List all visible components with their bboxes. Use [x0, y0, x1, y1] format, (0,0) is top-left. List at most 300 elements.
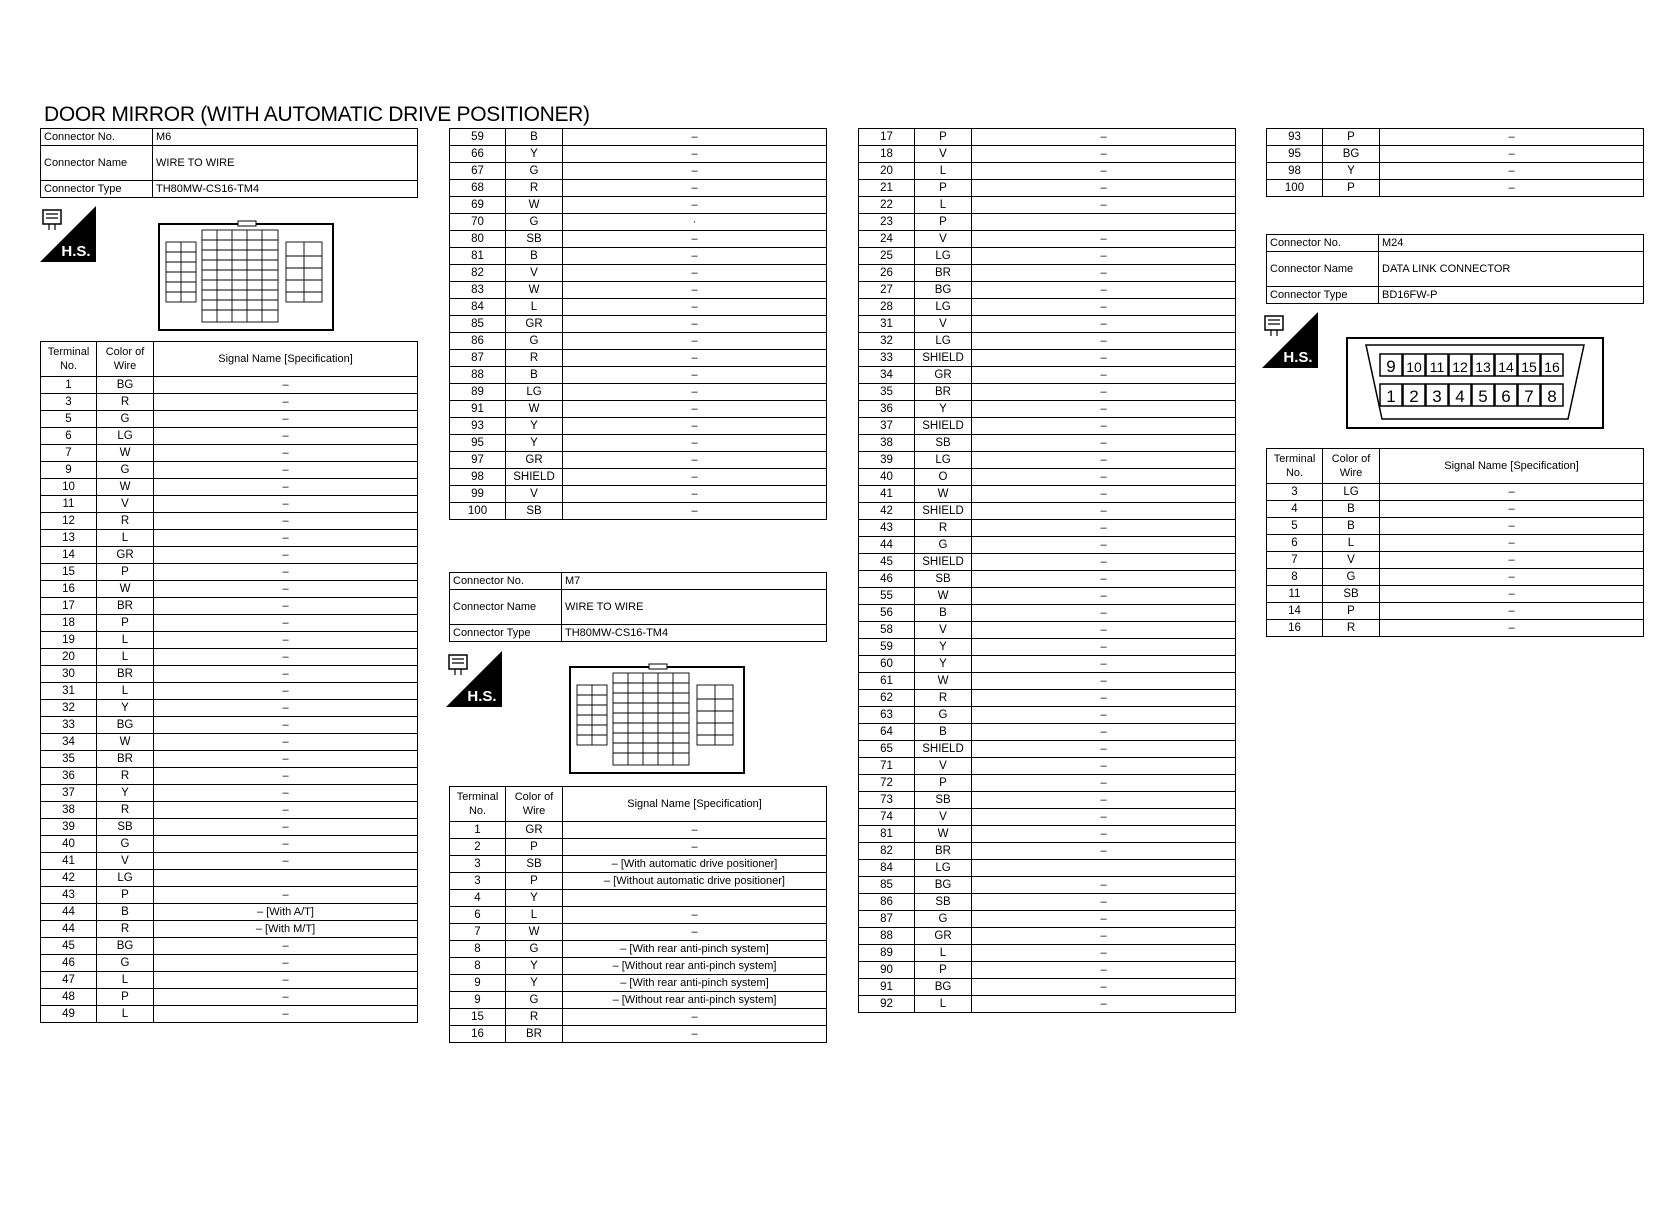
signal-name-cell: –	[1380, 163, 1644, 180]
wire-color-cell: SB	[915, 571, 972, 588]
table-row	[859, 180, 1236, 197]
wire-color-cell: SB	[915, 435, 972, 452]
wire-color-cell: G	[506, 214, 563, 231]
signal-name-cell: –	[972, 758, 1236, 775]
table-row	[859, 520, 1236, 537]
terminal-no-cell: 16	[1267, 620, 1323, 637]
terminal-no-cell: 37	[859, 418, 915, 435]
table-row	[450, 248, 827, 265]
signal-name-cell: –	[972, 129, 1236, 146]
terminal-no-cell: 46	[859, 571, 915, 588]
wire-color-cell: R	[97, 768, 154, 785]
terminal-no-cell: 17	[859, 129, 915, 146]
table-row	[859, 316, 1236, 333]
table-row	[859, 452, 1236, 469]
terminal-no-cell: 9	[450, 992, 506, 1009]
signal-name-cell: –	[1380, 586, 1644, 603]
signal-name-cell: –	[563, 1026, 827, 1043]
terminal-no-cell: 16	[450, 1026, 506, 1043]
signal-name-cell: –	[1380, 518, 1644, 535]
signal-name-cell: –	[154, 666, 418, 683]
table-row	[1267, 586, 1644, 603]
terminal-no-cell: 34	[859, 367, 915, 384]
signal-name-cell: –	[972, 146, 1236, 163]
table-row	[450, 418, 827, 435]
table-row	[41, 904, 418, 921]
table-row	[450, 992, 827, 1009]
terminal-no-cell: 30	[41, 666, 97, 683]
table-row	[41, 377, 418, 394]
m6-terminal-table-continued	[449, 128, 827, 520]
signal-name-cell: –	[563, 924, 827, 941]
signal-name-cell: –	[1380, 552, 1644, 569]
table-row	[41, 802, 418, 819]
signal-name-cell: –	[154, 377, 418, 394]
wire-color-cell: L	[97, 649, 154, 666]
wire-color-cell: G	[915, 911, 972, 928]
wire-color-cell: GR	[97, 547, 154, 564]
table-row	[859, 826, 1236, 843]
signal-name-cell: –	[972, 401, 1236, 418]
signal-name-header: Signal Name [Specification]	[154, 342, 418, 377]
terminal-no-cell: 87	[450, 350, 506, 367]
table-row	[859, 877, 1236, 894]
terminal-no-cell: 41	[41, 853, 97, 870]
m7-terminal-table	[449, 786, 827, 1043]
terminal-no-cell: 7	[1267, 552, 1323, 569]
table-row	[41, 411, 418, 428]
table-row	[41, 479, 418, 496]
table-row	[1267, 518, 1644, 535]
connector-no-value: M6	[153, 129, 418, 146]
wire-color-cell: G	[97, 411, 154, 428]
table-row	[859, 894, 1236, 911]
table-row	[41, 683, 418, 700]
signal-name-cell: – [With rear anti-pinch system]	[563, 975, 827, 992]
signal-name-cell: –	[972, 707, 1236, 724]
table-row	[859, 707, 1236, 724]
table-row	[859, 588, 1236, 605]
table-row	[41, 717, 418, 734]
terminal-no-cell: 18	[41, 615, 97, 632]
terminal-no-cell: 34	[41, 734, 97, 751]
table-row	[450, 316, 827, 333]
terminal-no-header: Terminal No.	[450, 787, 506, 822]
signal-name-cell: –	[972, 979, 1236, 996]
terminal-no-cell: 95	[450, 435, 506, 452]
table-row	[450, 452, 827, 469]
terminal-no-cell: 37	[41, 785, 97, 802]
terminal-no-cell: 7	[450, 924, 506, 941]
table-row	[859, 435, 1236, 452]
terminal-no-cell: 22	[859, 197, 915, 214]
signal-name-cell	[972, 860, 1236, 877]
terminal-no-cell: 36	[859, 401, 915, 418]
terminal-no-cell: 3	[450, 856, 506, 873]
wire-color-cell: P	[915, 180, 972, 197]
signal-name-header: Signal Name [Specification]	[563, 787, 827, 822]
wire-color-cell: BR	[915, 265, 972, 282]
table-row	[859, 843, 1236, 860]
wire-color-cell: R	[97, 513, 154, 530]
terminal-no-cell: 7	[41, 445, 97, 462]
hs-label: H.S.	[467, 688, 497, 705]
table-row	[859, 962, 1236, 979]
table-row	[859, 741, 1236, 758]
wire-color-cell: LG	[915, 860, 972, 877]
wire-color-cell: V	[506, 486, 563, 503]
table-row	[859, 639, 1236, 656]
table-row	[450, 503, 827, 520]
terminal-no-cell: 88	[450, 367, 506, 384]
terminal-no-cell: 70	[450, 214, 506, 231]
table-row	[450, 367, 827, 384]
table-row	[41, 836, 418, 853]
connector-pin-label: 12	[1452, 359, 1468, 375]
signal-name-cell: –	[154, 751, 418, 768]
table-row	[859, 367, 1236, 384]
terminal-no-cell: 61	[859, 673, 915, 690]
signal-name-cell: –	[972, 520, 1236, 537]
wire-color-cell: SHIELD	[506, 469, 563, 486]
connector-pin-label: 14	[1498, 359, 1514, 375]
terminal-no-cell: 28	[859, 299, 915, 316]
table-row	[450, 384, 827, 401]
wire-color-cell: P	[97, 615, 154, 632]
signal-name-cell: –	[563, 822, 827, 839]
terminal-no-cell: 19	[41, 632, 97, 649]
terminal-no-cell: 63	[859, 707, 915, 724]
terminal-no-cell: 84	[450, 299, 506, 316]
table-row	[1267, 501, 1644, 518]
table-row	[1267, 569, 1644, 586]
signal-name-cell: –	[972, 180, 1236, 197]
connector-pin-label: 6	[1501, 387, 1511, 406]
signal-name-cell: –	[1380, 501, 1644, 518]
terminal-no-cell: 35	[41, 751, 97, 768]
signal-name-cell: –	[154, 411, 418, 428]
terminal-no-cell: 43	[41, 887, 97, 904]
terminal-no-cell: 5	[41, 411, 97, 428]
wire-color-cell: LG	[915, 299, 972, 316]
terminal-no-cell: 35	[859, 384, 915, 401]
wire-color-cell: L	[915, 996, 972, 1013]
signal-name-cell: –	[972, 928, 1236, 945]
signal-name-cell: –	[972, 724, 1236, 741]
terminal-no-cell: 99	[450, 486, 506, 503]
wire-color-cell: L	[915, 197, 972, 214]
signal-name-cell: –	[1380, 603, 1644, 620]
terminal-no-cell: 9	[41, 462, 97, 479]
signal-name-cell: –	[972, 741, 1236, 758]
table-row	[859, 197, 1236, 214]
wire-color-cell: W	[97, 581, 154, 598]
terminal-no-cell: 62	[859, 690, 915, 707]
signal-name-cell: –	[972, 265, 1236, 282]
wire-color-cell: R	[506, 180, 563, 197]
terminal-no-cell: 15	[41, 564, 97, 581]
table-row	[859, 554, 1236, 571]
wire-color-cell: P	[915, 775, 972, 792]
wire-color-cell: Y	[506, 975, 563, 992]
color-of-wire-header: Color of Wire	[506, 787, 563, 822]
connector-pin-label: 2	[1409, 387, 1419, 406]
wire-color-cell: P	[506, 873, 563, 890]
signal-name-cell: –	[563, 299, 827, 316]
terminal-no-cell: 4	[1267, 501, 1323, 518]
harness-side-icon	[446, 651, 502, 707]
terminal-no-cell: 41	[859, 486, 915, 503]
connector-pin-label: 5	[1478, 387, 1488, 406]
terminal-no-cell: 26	[859, 265, 915, 282]
table-row	[450, 873, 827, 890]
wire-color-cell: SHIELD	[915, 418, 972, 435]
signal-name-cell: –	[563, 486, 827, 503]
terminal-no-cell: 44	[41, 921, 97, 938]
table-row	[450, 856, 827, 873]
connector-type-value: TH80MW-CS16-TM4	[153, 181, 418, 198]
terminal-no-cell: 45	[41, 938, 97, 955]
terminal-no-cell: 100	[450, 503, 506, 520]
terminal-no-cell: 64	[859, 724, 915, 741]
terminal-no-cell: 14	[41, 547, 97, 564]
signal-name-cell: –	[972, 656, 1236, 673]
signal-name-header: Signal Name [Specification]	[1380, 449, 1644, 484]
wire-color-cell: V	[1323, 552, 1380, 569]
table-row	[450, 333, 827, 350]
signal-name-cell: –	[154, 802, 418, 819]
table-row	[41, 513, 418, 530]
wire-color-cell: P	[97, 989, 154, 1006]
wire-color-cell: SB	[1323, 586, 1380, 603]
table-row	[859, 911, 1236, 928]
wire-color-cell: P	[1323, 603, 1380, 620]
table-row	[450, 486, 827, 503]
wire-color-cell: Y	[506, 890, 563, 907]
terminal-no-cell: 83	[450, 282, 506, 299]
wire-color-cell: W	[97, 445, 154, 462]
table-row	[1267, 620, 1644, 637]
wire-color-cell: W	[915, 588, 972, 605]
wire-color-cell: BG	[915, 877, 972, 894]
signal-name-cell: –	[1380, 180, 1644, 197]
terminal-no-cell: 92	[859, 996, 915, 1013]
table-row	[1267, 603, 1644, 620]
terminal-no-cell: 80	[450, 231, 506, 248]
table-row	[450, 907, 827, 924]
table-row	[859, 469, 1236, 486]
wire-color-cell: B	[506, 367, 563, 384]
wire-color-cell: BG	[915, 282, 972, 299]
signal-name-cell: –	[154, 581, 418, 598]
signal-name-cell: –	[563, 839, 827, 856]
table-row	[859, 486, 1236, 503]
terminal-no-cell: 86	[859, 894, 915, 911]
wire-color-cell: R	[1323, 620, 1380, 637]
wire-color-cell: B	[1323, 501, 1380, 518]
signal-name-cell: –	[972, 911, 1236, 928]
wire-color-cell: W	[97, 734, 154, 751]
terminal-no-cell: 6	[1267, 535, 1323, 552]
wire-color-cell: W	[97, 479, 154, 496]
signal-name-cell: –	[154, 598, 418, 615]
table-row	[41, 530, 418, 547]
terminal-no-cell: 89	[450, 384, 506, 401]
table-row	[41, 598, 418, 615]
wire-color-cell: P	[1323, 129, 1380, 146]
wire-color-cell: G	[506, 941, 563, 958]
wire-color-cell: BR	[97, 598, 154, 615]
signal-name-cell: –	[563, 435, 827, 452]
wire-color-cell: V	[915, 146, 972, 163]
table-row	[859, 656, 1236, 673]
terminal-no-cell: 12	[41, 513, 97, 530]
table-row	[450, 1026, 827, 1043]
signal-name-cell: –	[154, 394, 418, 411]
terminal-no-cell: 98	[450, 469, 506, 486]
wire-color-cell: L	[97, 632, 154, 649]
wire-color-cell: L	[97, 972, 154, 989]
color-of-wire-header: Color of Wire	[1323, 449, 1380, 484]
wire-color-cell: BR	[97, 751, 154, 768]
signal-name-cell: –	[154, 768, 418, 785]
signal-name-cell: –	[972, 452, 1236, 469]
signal-name-cell: –	[154, 547, 418, 564]
connector-name-value: DATA LINK CONNECTOR	[1379, 252, 1644, 287]
terminal-no-cell: 69	[450, 197, 506, 214]
table-row	[450, 1009, 827, 1026]
terminal-no-cell: 82	[859, 843, 915, 860]
table-row	[859, 350, 1236, 367]
terminal-no-cell: 23	[859, 214, 915, 231]
signal-name-cell: –	[972, 503, 1236, 520]
signal-name-cell: –	[154, 734, 418, 751]
wire-color-cell: P	[97, 887, 154, 904]
signal-name-cell	[154, 870, 418, 887]
terminal-no-cell: 56	[859, 605, 915, 622]
connector-pin-label: 16	[1544, 359, 1560, 375]
terminal-no-cell: 33	[41, 717, 97, 734]
wire-color-cell: Y	[97, 700, 154, 717]
terminal-no-cell: 3	[1267, 484, 1323, 501]
wire-color-cell: LG	[915, 452, 972, 469]
signal-name-cell: –	[154, 564, 418, 581]
table-row	[859, 724, 1236, 741]
wire-color-cell: SHIELD	[915, 503, 972, 520]
signal-name-cell: –	[1380, 535, 1644, 552]
terminal-no-cell: 44	[41, 904, 97, 921]
terminal-no-cell: 20	[41, 649, 97, 666]
terminal-no-cell: 86	[450, 333, 506, 350]
terminal-no-cell: 65	[859, 741, 915, 758]
wire-color-cell: V	[915, 622, 972, 639]
table-row	[1267, 146, 1644, 163]
table-row	[41, 496, 418, 513]
table-row	[450, 941, 827, 958]
terminal-no-cell: 40	[41, 836, 97, 853]
terminal-no-cell: 5	[1267, 518, 1323, 535]
connector-pin-label: 11	[1429, 359, 1445, 375]
signal-name-cell: –	[563, 163, 827, 180]
table-row	[1267, 552, 1644, 569]
terminal-no-cell: 13	[41, 530, 97, 547]
signal-name-cell: –	[154, 513, 418, 530]
table-row	[859, 690, 1236, 707]
wire-color-cell: B	[915, 605, 972, 622]
connector-pin-label: 8	[1547, 387, 1557, 406]
terminal-no-cell: 9	[450, 975, 506, 992]
wire-color-cell: SB	[506, 231, 563, 248]
wire-color-cell: GR	[506, 316, 563, 333]
signal-name-cell	[972, 214, 1236, 231]
signal-name-cell: –	[154, 819, 418, 836]
table-row	[41, 394, 418, 411]
terminal-no-cell: 72	[859, 775, 915, 792]
signal-name-cell: –	[154, 1006, 418, 1023]
connector-pin-label: 10	[1406, 359, 1422, 375]
terminal-no-cell: 49	[41, 1006, 97, 1023]
signal-name-cell: –	[972, 622, 1236, 639]
wire-color-cell: P	[915, 129, 972, 146]
color-of-wire-header: Color of Wire	[97, 342, 154, 377]
wire-color-cell: L	[506, 299, 563, 316]
terminal-no-cell: 58	[859, 622, 915, 639]
table-row	[41, 564, 418, 581]
signal-name-cell: –	[563, 503, 827, 520]
terminal-no-cell: 44	[859, 537, 915, 554]
signal-name-cell: –	[154, 530, 418, 547]
table-row	[1267, 180, 1644, 197]
terminal-no-cell: 6	[41, 428, 97, 445]
table-row	[859, 758, 1236, 775]
signal-name-cell: –	[154, 717, 418, 734]
wire-color-cell: Y	[506, 418, 563, 435]
wire-color-cell: LG	[97, 870, 154, 887]
wire-color-cell: Y	[97, 785, 154, 802]
connector-pin-label: 15	[1521, 359, 1537, 375]
wire-color-cell: W	[506, 924, 563, 941]
signal-name-cell: –	[154, 632, 418, 649]
terminal-no-cell: 47	[41, 972, 97, 989]
terminal-no-cell: 20	[859, 163, 915, 180]
terminal-no-cell: 42	[859, 503, 915, 520]
wire-color-cell: P	[97, 564, 154, 581]
wire-color-cell: BG	[915, 979, 972, 996]
wire-color-cell: LG	[915, 248, 972, 265]
signal-name-cell: –	[154, 938, 418, 955]
table-row	[450, 180, 827, 197]
wire-color-cell: G	[506, 333, 563, 350]
table-row	[41, 751, 418, 768]
table-row	[450, 231, 827, 248]
terminal-no-cell: 48	[41, 989, 97, 1006]
table-row	[450, 839, 827, 856]
terminal-no-cell: 15	[450, 1009, 506, 1026]
terminal-no-cell: 67	[450, 163, 506, 180]
terminal-no-cell: 59	[450, 129, 506, 146]
table-row	[41, 700, 418, 717]
signal-name-cell: –	[1380, 620, 1644, 637]
m6-connector-info	[40, 128, 418, 198]
wire-color-cell: Y	[506, 958, 563, 975]
terminal-no-cell: 3	[450, 873, 506, 890]
wire-color-cell: G	[1323, 569, 1380, 586]
data-link-connector-diagram	[1346, 337, 1604, 429]
connector-pin-label: 13	[1475, 359, 1491, 375]
terminal-no-cell: 91	[859, 979, 915, 996]
signal-name-cell: –	[563, 401, 827, 418]
terminal-no-cell: 88	[859, 928, 915, 945]
